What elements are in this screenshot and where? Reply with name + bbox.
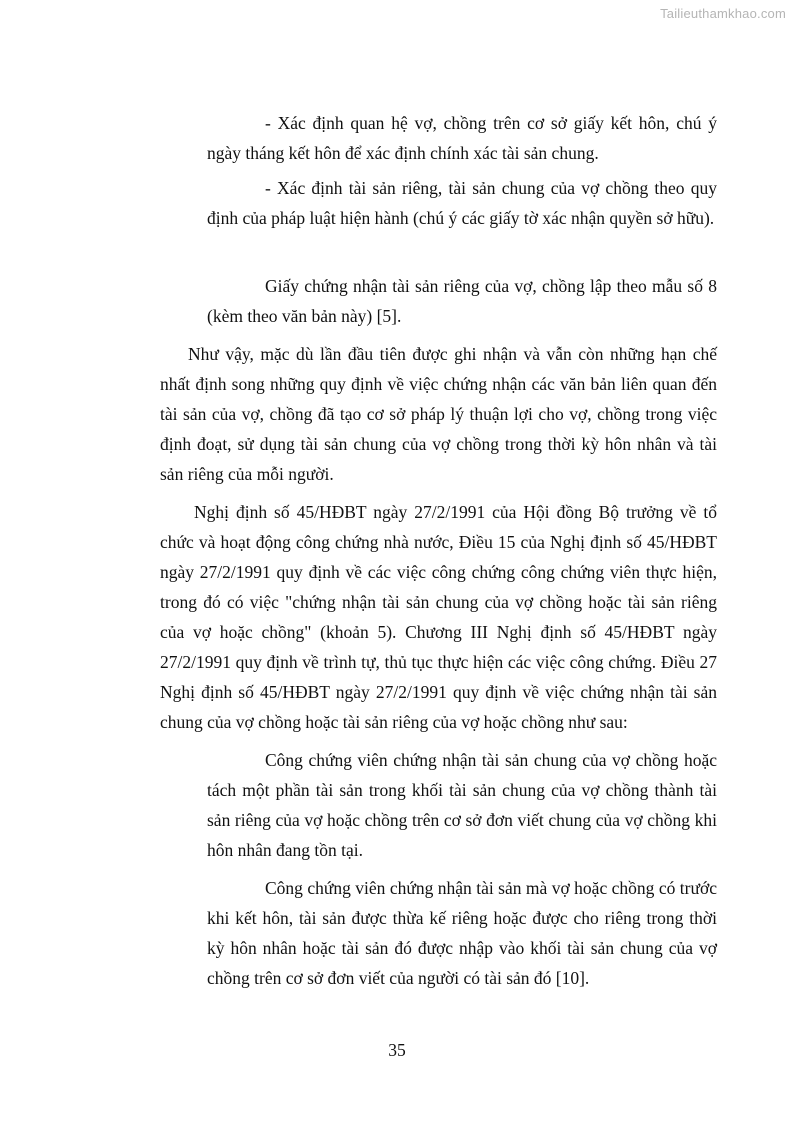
quote-paragraph-1: - Xác định quan hệ vợ, chồng trên cơ sở giấy kết hôn, chú ý ngày tháng kết hôn để xác định chính xác tài sản chung.	[207, 113, 717, 163]
quote-paragraph-5: Công chứng viên chứng nhận tài sản mà vợ hoặc chồng có trước khi kết hôn, tài sản được thừa kế riêng hoặc được cho riêng trong thời kỳ hôn nhân hoặc tài sản đó được nhập vào khối tài sản chung của vợ chồng trên cơ sở đơn viết của người có tài sản đó [10].	[207, 878, 717, 988]
quote-paragraph-3: Giấy chứng nhận tài sản riêng của vợ, chồng lập theo mẫu số 8 (kèm theo văn bản này) [5].	[207, 276, 717, 326]
page-number: 35	[388, 1040, 406, 1060]
quote-paragraph-2: - Xác định tài sản riêng, tài sản chung của vợ chồng theo quy định của pháp luật hiện hành (chú ý các giấy tờ xác nhận quyền sở hữu).	[207, 178, 717, 228]
body-paragraph-2: Nghị định số 45/HĐBT ngày 27/2/1991 của Hội đồng Bộ trưởng về tổ chức và hoạt động công chứng nhà nước, Điều 15 của Nghị định số 45/HĐBT ngày 27/2/1991 quy định về các việc công chứng công chứng viên thực hiện, trong đó có việc "chứng nhận tài sản chung của vợ chồng hoặc tài sản riêng của vợ hoặc chồng" (khoản 5). Chương III Nghị định số 45/HĐBT ngày 27/2/1991 quy định về trình tự, thủ tục thực hiện các việc công chứng. Điều 27 Nghị định số 45/HĐBT ngày 27/2/1991 quy định về việc chứng nhận tài sản chung của vợ chồng hoặc tài sản riêng của vợ hoặc chồng như sau:	[160, 502, 717, 732]
body-paragraph-1: Như vậy, mặc dù lần đầu tiên được ghi nhận và vẫn còn những hạn chế nhất định song những quy định về việc chứng nhận các văn bản liên quan đến tài sản của vợ, chồng đã tạo cơ sở pháp lý thuận lợi cho vợ, chồng trong việc định đoạt, sử dụng tài sản chung của vợ chồng trong thời kỳ hôn nhân và tài sản riêng của mỗi người.	[160, 344, 717, 484]
quote-paragraph-4: Công chứng viên chứng nhận tài sản chung của vợ chồng hoặc tách một phần tài sản trong khối tài sản chung của vợ chồng thành tài sản riêng của vợ hoặc chồng trên cơ sở đơn viết chung của vợ chồng khi hôn nhân đang tồn tại.	[207, 750, 717, 860]
watermark: Tailieuthamkhao.com	[660, 6, 786, 21]
